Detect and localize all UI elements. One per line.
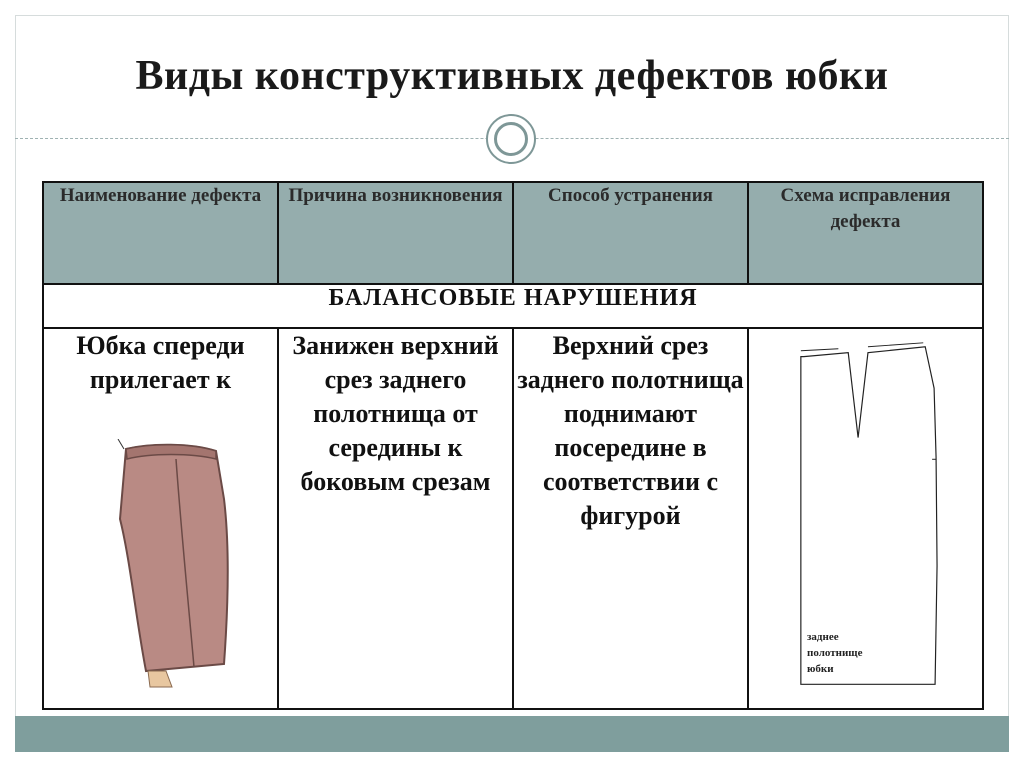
section-label: БАЛАНСОВЫЕ НАРУШЕНИЯ [43,284,983,328]
header-fix-method: Способ устранения [513,182,748,284]
table-row [43,328,983,709]
table-header-row [43,182,983,284]
header-correction-scheme: Схема исправления дефекта [748,182,983,284]
header-cause: Причина возникновения [278,182,513,284]
pattern-label-line: заднее [807,631,839,643]
circle-ornament-icon [486,114,536,164]
pattern-label-line: полотнище [807,647,863,659]
pattern-label [807,629,862,677]
defects-table [42,181,984,710]
scheme-cell [748,328,983,709]
cause-cell: Занижен верхний срез заднего полотнища от середины к боковым срезам [278,328,513,709]
defect-cell [43,328,278,709]
skirt-pattern-diagram [749,329,982,708]
defect-text: Юбка спереди прилегает к [76,331,245,394]
bottom-accent-band [15,716,1009,752]
pattern-label-line: юбки [807,663,834,675]
header-defect-name: Наименование дефекта [43,182,278,284]
fix-cell: Верхний срез заднего полотнища поднимают посередине в соответствии с фигурой [513,328,748,709]
skirt-illustration [106,439,236,689]
section-row [43,284,983,328]
slide-title: Виды конструктивных дефектов юбки [135,53,889,99]
